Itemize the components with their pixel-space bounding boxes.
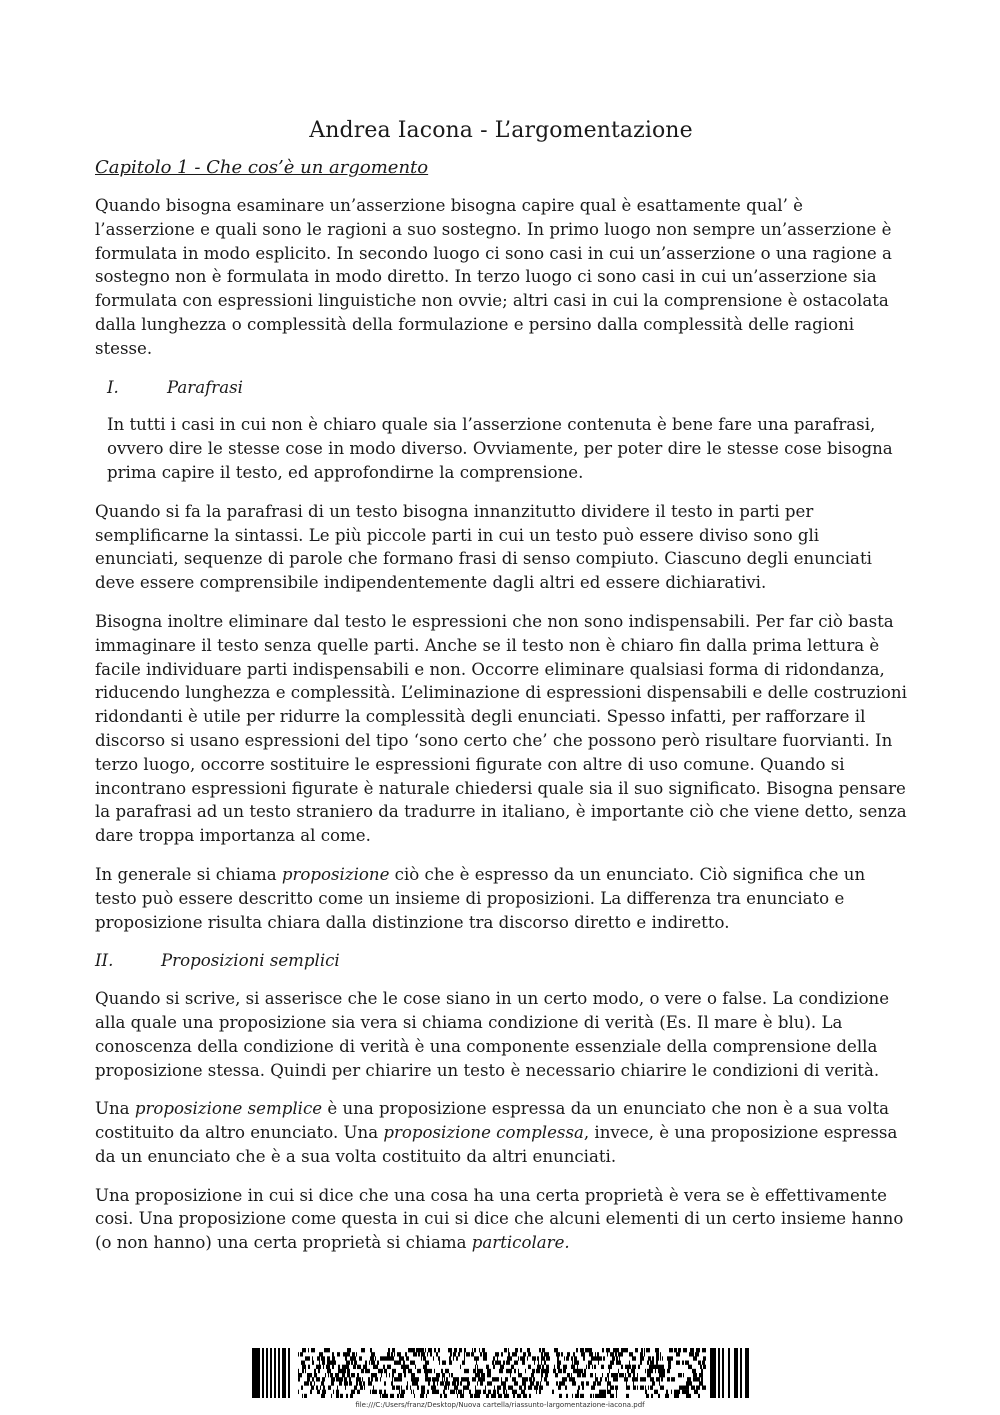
file-path-footer: file:///C:/Users/franz/Desktop/Nuova cartella/riassunto-largomentazione-iacona.pdf — [355, 1401, 645, 1409]
emphasis-proposizione: proposizione — [281, 864, 390, 884]
section-number: II. — [95, 951, 114, 971]
section-heading-parafrasi — [95, 376, 907, 400]
paragraph-condizione-verita: Quando si scrive, si asserisce che le cose siano in un certo modo, o vere o false. La condizione alla quale una proposizione sia vera si chiama condizione di verità (Es. Il mare è blu). La conoscenza della condizione di verità è una componente essenziale della comprensione della proposizione stessa. Quindi per chiarire un testo è necessario chiarire le condizioni di verità. — [95, 989, 890, 1080]
text-run: , invece, è una proposizione espressa da un enunciato che è a sua volta costituito da altri enunciati. — [95, 1123, 898, 1166]
document-page — [95, 118, 907, 1270]
text-run: è una proposizione espressa da un enunciato che non è a sua volta costituito da altro enunciato. Una — [95, 1099, 890, 1143]
emphasis-proposizione-semplice: proposizione semplice — [134, 1099, 323, 1119]
emphasis-particolare: particolare. — [471, 1233, 570, 1253]
paragraph-parafrasi: In tutti i casi in cui non è chiaro quale sia l’asserzione contenuta è bene fare una parafrasi, ovvero dire le stesse cose in modo diverso. Ovviamente, per poter dire le stesse cose bisogna prima capire il testo, ed approfondirne la comprensione. — [107, 415, 893, 482]
emphasis-proposizione-complessa: proposizione complessa — [383, 1123, 584, 1143]
paragraph-eliminazione: Bisogna inoltre eliminare dal testo le espressioni che non sono indispensabili. Per far ciò basta immaginare il testo senza quelle parti. Anche se il testo non è chiaro fin dalla prima lettura è facile individuare parti indispensabili e non. Occorre eliminare qualsiasi forma di ridondanza, riducendo lunghezza e complessità. L’eliminazione di espressioni dispensabili e delle costruzioni ridondanti è utile per ridurre la complessità degli enunciati. Spesso infatti, per rafforzare il discorso si usano espressioni del tipo ‘sono certo che’ che possono però risultare fuorvianti. In terzo luogo, occorre sostituire le espressioni figurate con altre di uso comune. Quando si incontrano espressioni figurate è naturale chiedersi quale sia il suo significato. Bisogna pensare la parafrasi ad un testo straniero da tradurre in italiano, è importante ciò che viene detto, senza dare troppa importanza al come. — [95, 611, 907, 846]
paragraph-semplice-complessa — [95, 1097, 907, 1168]
section-title: Proposizioni semplici — [161, 951, 340, 971]
paragraph-particolare — [95, 1184, 907, 1255]
barcode-image — [252, 1348, 749, 1398]
text-run: In generale si chiama — [95, 864, 282, 884]
chapter-heading: Capitolo 1 - Che cos’è un argomento — [95, 157, 429, 178]
text-run: ciò che è espresso da un enunciato. Ciò significa che un testo può essere descritto come un insieme di proposizioni. La differenza tra enunciato e proposizione risulta chiara dalla distinzione tra discorso diretto e indiretto. — [95, 864, 866, 932]
section-number: I. — [107, 377, 119, 397]
section-heading-proposizioni-semplici — [95, 949, 907, 973]
text-run: Una proposizione in cui si dice che una cosa ha una certa proprietà è vera se è effettivamente cosi. Una proposizione come questa in cui si dice che alcuni elementi di un certo insieme hanno (o non hanno) una certa proprietà si chiama — [95, 1185, 904, 1253]
text-run: Una — [95, 1099, 135, 1119]
section-title: Parafrasi — [167, 377, 243, 397]
document-title: Andrea Iacona - L’argomentazione — [309, 118, 693, 143]
paragraph-proposizione — [95, 863, 907, 934]
paragraph-intro: Quando bisogna esaminare un’asserzione bisogna capire qual è esattamente qual’ è l’asserzione e quali sono le ragioni a suo sostegno. In primo luogo non sempre un’asserzione è formulata in modo esplicito. In secondo luogo ci sono casi in cui un’asserzione o una ragione a sostegno non è formulata in modo diretto. In terzo luogo ci sono casi in cui un’asserzione sia formulata con espressioni linguistiche non ovvie; altri casi in cui la comprensione è ostacolata dalla lunghezza o complessità della formulazione e persino dalla complessità delle ragioni stesse. — [95, 196, 892, 358]
paragraph-divisione: Quando si fa la parafrasi di un testo bisogna innanzitutto dividere il testo in parti per semplificarne la sintassi. Le più piccole parti in cui un testo può essere diviso sono gli enunciati, sequenze di parole che formano frasi di senso compiuto. Ciascuno degli enunciati deve essere comprensibile indipendentemente dagli altri ed essere dichiarativi. — [95, 501, 872, 593]
